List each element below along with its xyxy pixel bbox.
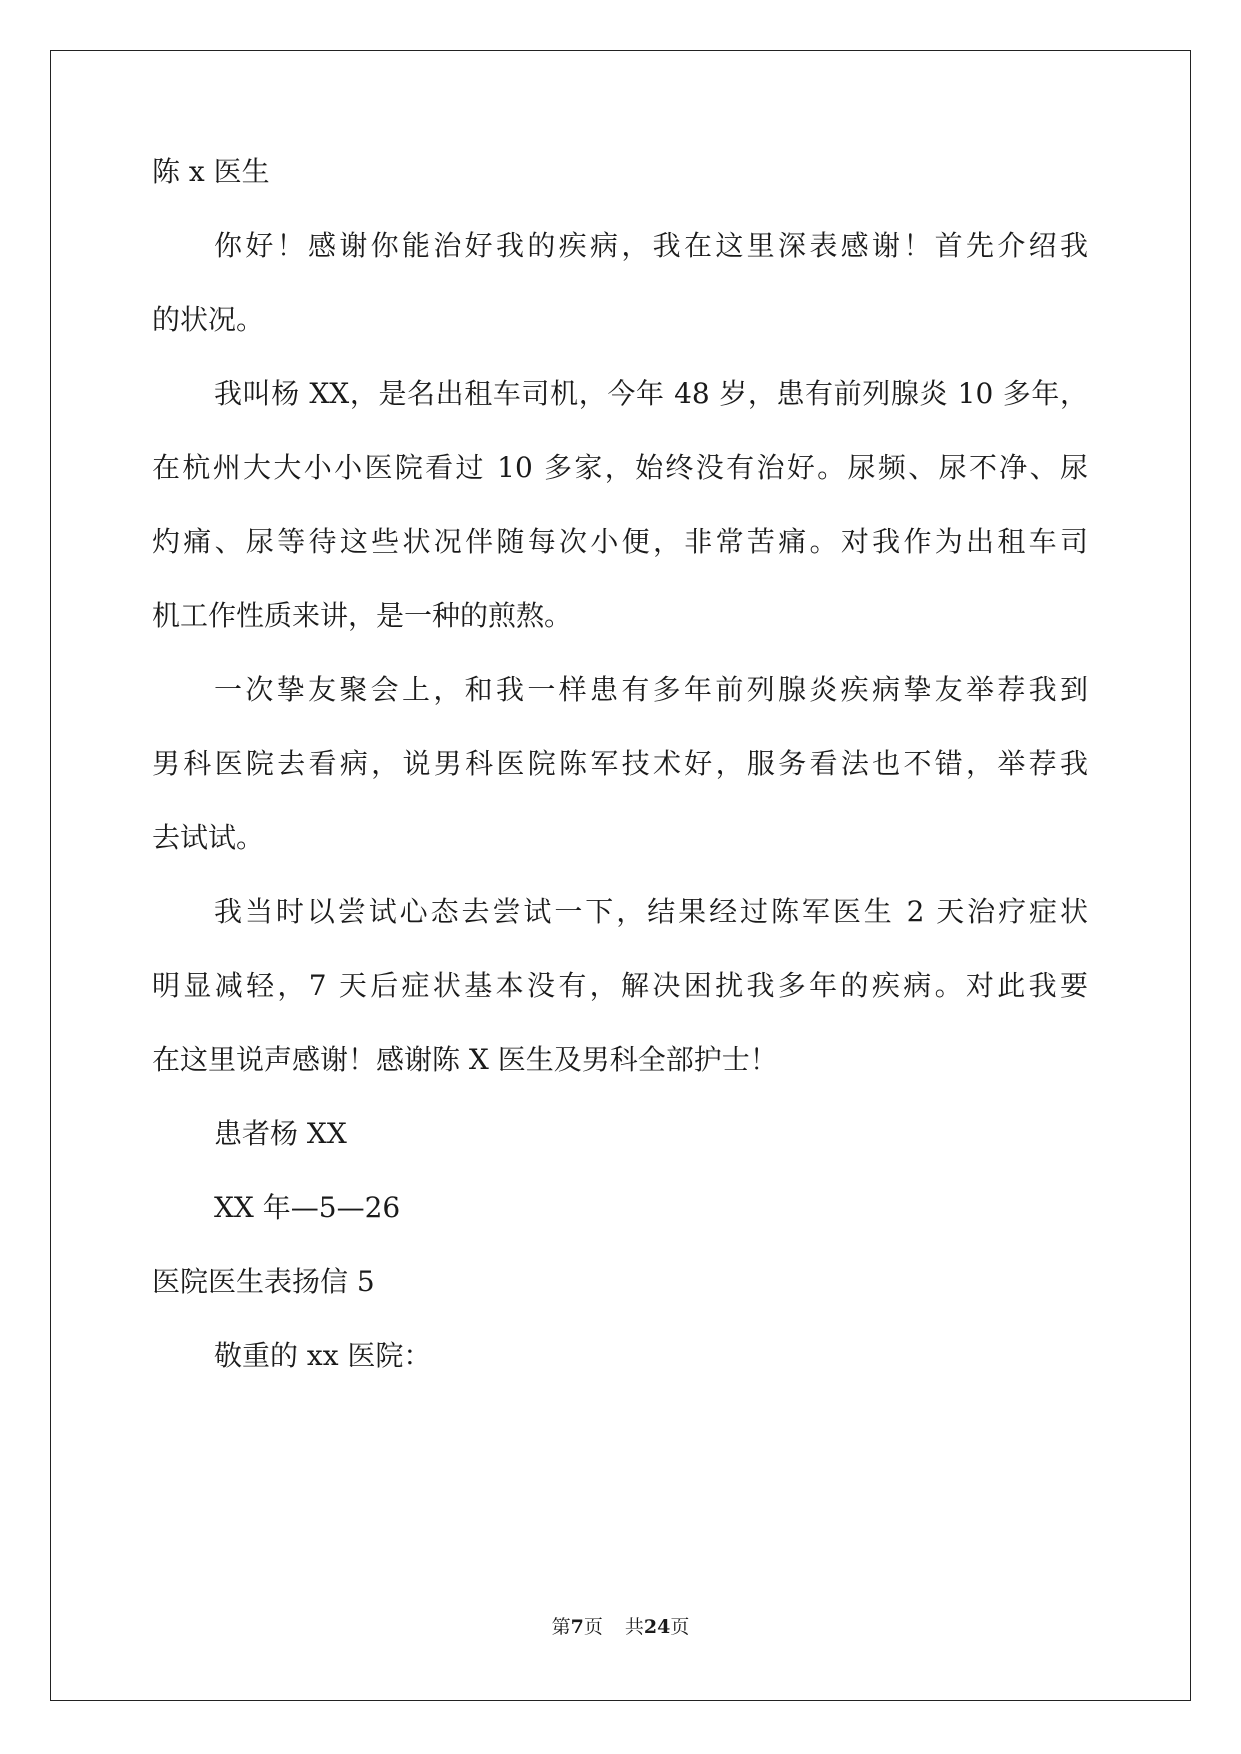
paragraph-line: 我叫杨 XX，是名出租车司机，今年 48 岁，患有前列腺炎 10 多年， [214, 377, 1088, 410]
salutation: 陈 x 医生 [152, 155, 270, 188]
footer-total-suffix: 页 [670, 1616, 690, 1638]
paragraph-line: 我当时以尝试心态去尝试一下，结果经过陈军医生 2 天治疗症状 [214, 895, 1088, 928]
page-border [50, 50, 1191, 1701]
date-line: XX 年—5—26 [214, 1191, 401, 1224]
footer-prefix: 第 [551, 1616, 571, 1638]
paragraph-line: 去试试。 [152, 821, 265, 854]
paragraph-line: 你好！感谢你能治好我的疾病，我在这里深表感谢！首先介绍我 [214, 229, 1088, 262]
paragraph-line: 一次挚友聚会上，和我一样患有多年前列腺炎疾病挚友举荐我到 [214, 673, 1088, 706]
paragraph-line: 在杭州大大小小医院看过 10 多家，始终没有治好。尿频、尿不净、尿 [152, 451, 1088, 484]
paragraph-line: 的状况。 [152, 303, 265, 336]
paragraph-line: 机工作性质来讲，是一种的煎熬。 [152, 599, 573, 632]
footer-total-prefix: 共 [624, 1616, 644, 1638]
section-heading: 医院医生表扬信 5 [152, 1265, 375, 1298]
paragraph-line: 明显减轻，7 天后症状基本没有，解决困扰我多年的疾病。对此我要 [152, 969, 1088, 1002]
paragraph-line: 男科医院去看病，说男科医院陈军技术好，服务看法也不错，举荐我 [152, 747, 1088, 780]
salutation: 敬重的 xx 医院： [214, 1339, 432, 1372]
footer-page-word: 页 [583, 1616, 603, 1638]
total-pages-number: 24 [643, 1616, 671, 1638]
signature: 患者杨 XX [214, 1117, 347, 1150]
paragraph-line: 灼痛、尿等待这些状况伴随每次小便，非常苦痛。对我作为出租车司 [152, 525, 1088, 558]
paragraph-line: 在这里说声感谢！感谢陈 X 医生及男科全部护士！ [152, 1043, 778, 1076]
page-number-footer [0, 1615, 1241, 1639]
current-page-number: 7 [570, 1616, 584, 1638]
